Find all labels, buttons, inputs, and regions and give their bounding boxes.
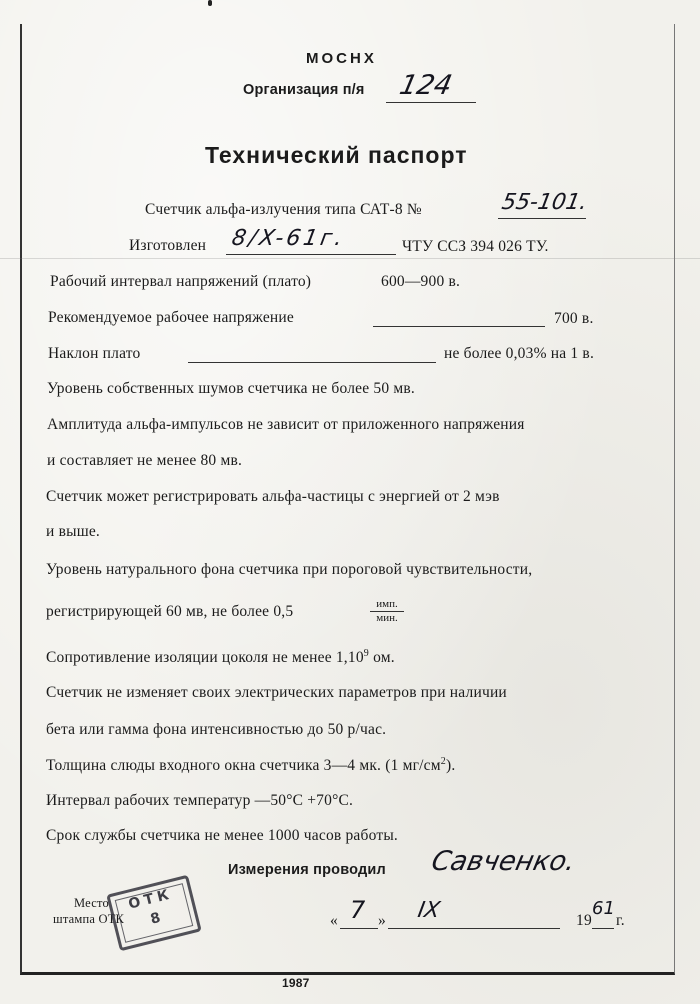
amplitude-text-1: Амплитуда альфа-импульсов не зависит от приложенного напряжения <box>47 416 525 433</box>
made-date: 8/X-61г. <box>229 226 348 251</box>
day-line <box>340 928 378 929</box>
counter-type-label: Счетчик альфа-излучения типа САТ-8 № <box>145 201 422 218</box>
recommended-line <box>373 326 545 327</box>
plateau-value: 600—900 в. <box>381 273 461 290</box>
lifetime-text: Срок службы счетчика не менее 1000 часов работы. <box>46 827 399 844</box>
slope-label: Наклон плато <box>48 345 141 362</box>
rate-unit-denominator: мин. <box>376 612 398 624</box>
mica-exponent: 2 <box>440 756 446 767</box>
org-label: Организация п/я <box>243 82 365 98</box>
made-date-line <box>226 254 396 255</box>
rate-unit-numerator: имп. <box>370 598 404 612</box>
mica-text <box>46 756 455 775</box>
date-month: IX <box>415 898 442 923</box>
slope-line <box>188 362 436 363</box>
insulation-exponent: 9 <box>363 648 369 659</box>
measured-by-signature: Савченко. <box>428 846 579 877</box>
page-title: Технический паспорт <box>205 142 468 168</box>
serial-number: 55-101. <box>499 190 590 215</box>
measured-label: Измерения проводил <box>228 862 386 878</box>
serial-line <box>498 218 586 219</box>
recommended-label: Рекомендуемое рабочее напряжение <box>48 309 294 326</box>
insulation-label: Сопротивление изоляции цоколя не менее 1,10 <box>46 649 364 667</box>
background-text-2: регистрирующей 60 мв, не более 0,5 <box>46 603 294 620</box>
temperature-text: Интервал рабочих температур —50°С +70°С. <box>46 792 354 809</box>
otk-stamp-number: 8 <box>148 909 163 928</box>
beta-text-2: бета или гамма фона интенсивностью до 50 р/час. <box>46 721 387 738</box>
spec-label: ЧТУ ССЗ 394 026 ТУ. <box>402 238 549 255</box>
page-number: 1987 <box>282 976 310 990</box>
year-suffix: 61 <box>592 898 615 919</box>
slope-value: не более 0,03% на 1 в. <box>444 345 595 362</box>
fold-line <box>0 258 700 259</box>
otk-stamp-text: ОТК <box>126 886 175 913</box>
register-text-1: Счетчик может регистрировать альфа-частицы с энергией от 2 мэв <box>46 488 500 505</box>
beta-text-1: Счетчик не изменяет своих электрических параметров при наличии <box>46 684 507 701</box>
stamp-place-label-2: штампа ОТК <box>53 912 125 926</box>
mica-end: ). <box>445 757 456 775</box>
background-text-1: Уровень натурального фона счетчика при пороговой чувствительности, <box>46 561 533 578</box>
recommended-value: 700 в. <box>554 310 594 327</box>
plateau-label: Рабочий интервал напряжений (плато) <box>50 273 312 290</box>
register-text-2: и выше. <box>46 523 100 540</box>
made-label: Изготовлен <box>129 237 207 254</box>
ink-speck <box>208 0 212 6</box>
noise-text: Уровень собственных шумов счетчика не более 50 мв. <box>47 380 415 397</box>
month-line <box>388 928 560 929</box>
year-line <box>592 928 614 929</box>
rate-unit-fraction <box>370 598 404 625</box>
date-quote-close: » <box>378 912 386 929</box>
ministry-name: МОСНХ <box>306 50 377 67</box>
mica-label: Толщина слюды входного окна счетчика 3—4 мк. (1 мг/см <box>46 757 441 775</box>
insulation-unit: ом. <box>369 649 395 667</box>
insulation-text <box>46 648 395 667</box>
org-number-line <box>386 102 476 103</box>
amplitude-text-2: и составляет не менее 80 мв. <box>47 452 243 469</box>
year-prefix: 19 <box>576 912 592 929</box>
date-day: 7 <box>350 896 366 924</box>
org-number: 124 <box>396 70 455 101</box>
stamp-place-label-1: Место <box>74 896 109 910</box>
date-quote-open: « <box>330 912 338 929</box>
year-unit: г. <box>616 912 625 929</box>
